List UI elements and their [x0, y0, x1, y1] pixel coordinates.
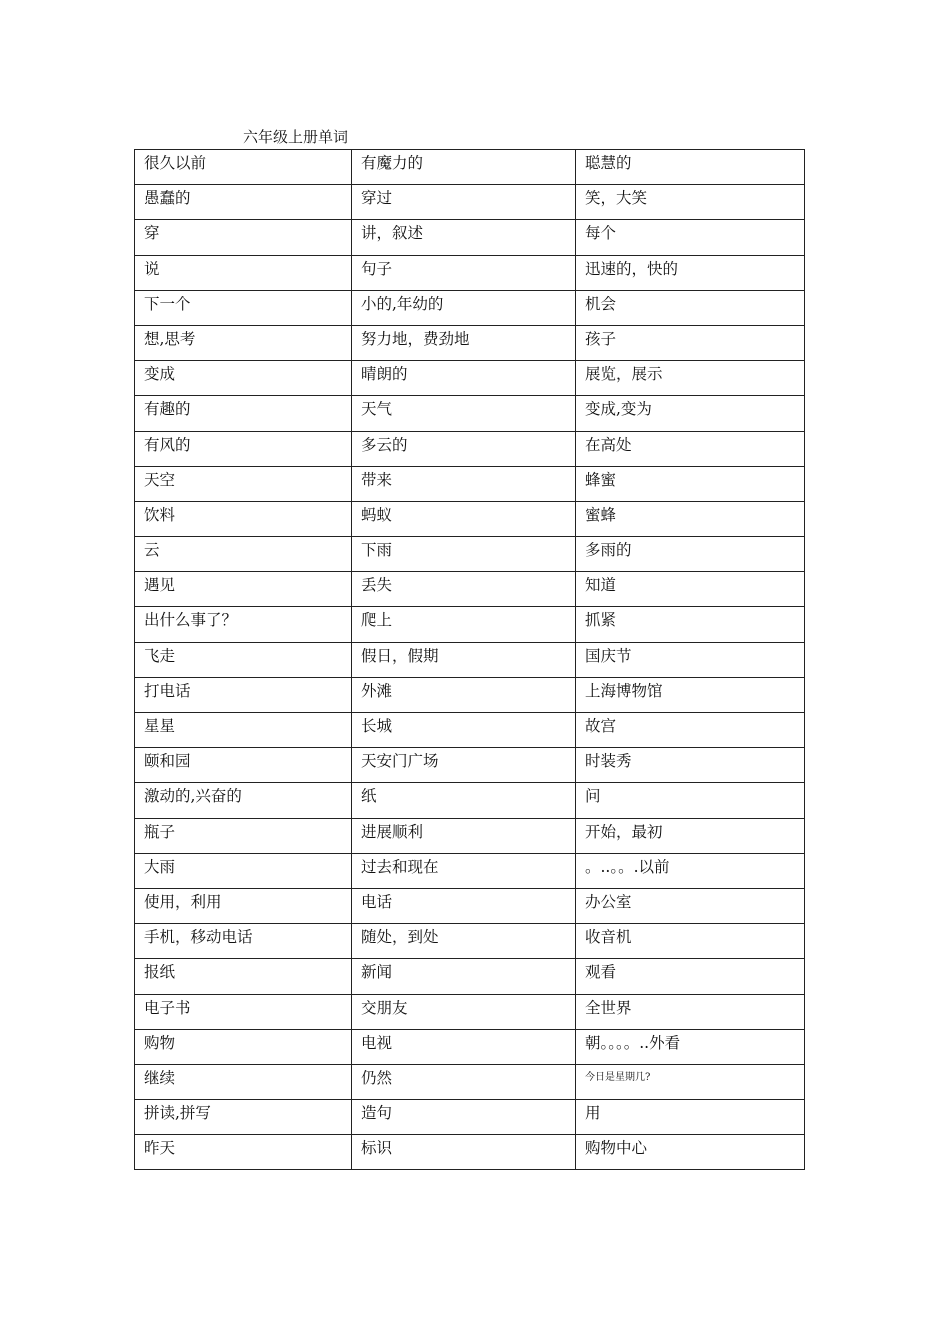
word-cell-col1: 拼读,拼写 [135, 1100, 352, 1135]
table-row [135, 783, 805, 818]
word-cell-col2: 仍然 [352, 1064, 576, 1099]
word-cell-col1: 电子书 [135, 994, 352, 1029]
table-row [135, 959, 805, 994]
word-cell-col3: 故宫 [576, 713, 805, 748]
table-row [135, 1100, 805, 1135]
word-cell-col2: 有魔力的 [352, 150, 576, 185]
word-cell-col1: 星星 [135, 713, 352, 748]
word-cell-col2: 讲，叙述 [352, 220, 576, 255]
word-cell-col3: 购物中心 [576, 1135, 805, 1170]
word-cell-col2: 交朋友 [352, 994, 576, 1029]
word-cell-col2: 带来 [352, 466, 576, 501]
word-cell-col3: 。..。。.以前 [576, 853, 805, 888]
word-cell-col2: 句子 [352, 255, 576, 290]
word-cell-col2: 假日，假期 [352, 642, 576, 677]
word-cell-col2: 随处，到处 [352, 924, 576, 959]
table-row [135, 396, 805, 431]
word-cell-col1: 很久以前 [135, 150, 352, 185]
word-cell-col1: 云 [135, 537, 352, 572]
page-title: 六年级上册单词 [243, 128, 349, 146]
word-cell-col2: 多云的 [352, 431, 576, 466]
word-cell-col1: 遇见 [135, 572, 352, 607]
word-cell-col1: 瓶子 [135, 818, 352, 853]
vocabulary-table-body [135, 150, 805, 1170]
word-cell-col1: 昨天 [135, 1135, 352, 1170]
word-cell-col1: 继续 [135, 1064, 352, 1099]
word-cell-col3: 蜂蜜 [576, 466, 805, 501]
word-cell-col3: 开始，最初 [576, 818, 805, 853]
table-row [135, 290, 805, 325]
word-cell-col1: 变成 [135, 361, 352, 396]
word-cell-col1: 报纸 [135, 959, 352, 994]
word-cell-col2: 努力地，费劲地 [352, 325, 576, 360]
word-cell-col2: 丢失 [352, 572, 576, 607]
table-row [135, 185, 805, 220]
table-row [135, 220, 805, 255]
word-cell-col2: 标识 [352, 1135, 576, 1170]
word-cell-col1: 颐和园 [135, 748, 352, 783]
word-cell-col3: 时装秀 [576, 748, 805, 783]
word-cell-col1: 穿 [135, 220, 352, 255]
word-cell-col3: 变成,变为 [576, 396, 805, 431]
word-cell-col3: 机会 [576, 290, 805, 325]
word-cell-col1: 下一个 [135, 290, 352, 325]
table-row [135, 150, 805, 185]
word-cell-col3: 多雨的 [576, 537, 805, 572]
word-cell-col2: 过去和现在 [352, 853, 576, 888]
table-row [135, 677, 805, 712]
word-cell-col3: 收音机 [576, 924, 805, 959]
word-cell-col3: 每个 [576, 220, 805, 255]
word-cell-col2: 电视 [352, 1029, 576, 1064]
word-cell-col2: 纸 [352, 783, 576, 818]
word-cell-col1: 激动的,兴奋的 [135, 783, 352, 818]
word-cell-col3: 在高处 [576, 431, 805, 466]
table-row [135, 572, 805, 607]
word-cell-col1: 出什么事了？ [135, 607, 352, 642]
word-cell-col3: 今日是星期几? [576, 1064, 805, 1099]
word-cell-col1: 飞走 [135, 642, 352, 677]
table-row [135, 853, 805, 888]
word-cell-col2: 天气 [352, 396, 576, 431]
word-cell-col1: 购物 [135, 1029, 352, 1064]
word-cell-col2: 蚂蚁 [352, 501, 576, 536]
word-cell-col3: 蜜蜂 [576, 501, 805, 536]
table-row [135, 607, 805, 642]
word-cell-col1: 有趣的 [135, 396, 352, 431]
word-cell-col1: 想,思考 [135, 325, 352, 360]
table-row [135, 325, 805, 360]
word-cell-col2: 电话 [352, 888, 576, 923]
word-cell-col3: 观看 [576, 959, 805, 994]
word-cell-col2: 小的,年幼的 [352, 290, 576, 325]
table-row [135, 1029, 805, 1064]
word-cell-col1: 使用，利用 [135, 888, 352, 923]
word-cell-col2: 天安门广场 [352, 748, 576, 783]
word-cell-col2: 晴朗的 [352, 361, 576, 396]
word-cell-col3: 办公室 [576, 888, 805, 923]
word-cell-col2: 爬上 [352, 607, 576, 642]
table-row [135, 1064, 805, 1099]
word-cell-col3: 全世界 [576, 994, 805, 1029]
table-row [135, 924, 805, 959]
word-cell-col3: 上海博物馆 [576, 677, 805, 712]
word-cell-col1: 有风的 [135, 431, 352, 466]
word-cell-col3: 聪慧的 [576, 150, 805, 185]
table-row [135, 361, 805, 396]
word-cell-col3: 朝。。。。..外看 [576, 1029, 805, 1064]
word-cell-col2: 进展顺利 [352, 818, 576, 853]
table-row [135, 888, 805, 923]
word-cell-col3: 抓紧 [576, 607, 805, 642]
table-row [135, 748, 805, 783]
word-cell-col2: 下雨 [352, 537, 576, 572]
word-cell-col3: 知道 [576, 572, 805, 607]
table-row [135, 537, 805, 572]
word-cell-col3: 孩子 [576, 325, 805, 360]
word-cell-col1: 饮料 [135, 501, 352, 536]
table-row [135, 994, 805, 1029]
word-cell-col3: 迅速的，快的 [576, 255, 805, 290]
word-cell-col1: 愚蠢的 [135, 185, 352, 220]
word-cell-col3: 笑，大笑 [576, 185, 805, 220]
word-cell-col1: 说 [135, 255, 352, 290]
vocabulary-table [134, 149, 805, 1170]
table-row [135, 501, 805, 536]
table-row [135, 713, 805, 748]
word-cell-col2: 外滩 [352, 677, 576, 712]
word-cell-col3: 国庆节 [576, 642, 805, 677]
word-cell-col1: 手机，移动电话 [135, 924, 352, 959]
table-row [135, 1135, 805, 1170]
table-row [135, 255, 805, 290]
word-cell-col1: 打电话 [135, 677, 352, 712]
word-cell-col2: 穿过 [352, 185, 576, 220]
word-cell-col2: 造句 [352, 1100, 576, 1135]
table-row [135, 642, 805, 677]
word-cell-col2: 长城 [352, 713, 576, 748]
word-cell-col3: 问 [576, 783, 805, 818]
word-cell-col3: 用 [576, 1100, 805, 1135]
word-cell-col3: 展览，展示 [576, 361, 805, 396]
word-cell-col1: 大雨 [135, 853, 352, 888]
word-cell-col2: 新闻 [352, 959, 576, 994]
table-row [135, 818, 805, 853]
table-row [135, 466, 805, 501]
word-cell-col1: 天空 [135, 466, 352, 501]
table-row [135, 431, 805, 466]
